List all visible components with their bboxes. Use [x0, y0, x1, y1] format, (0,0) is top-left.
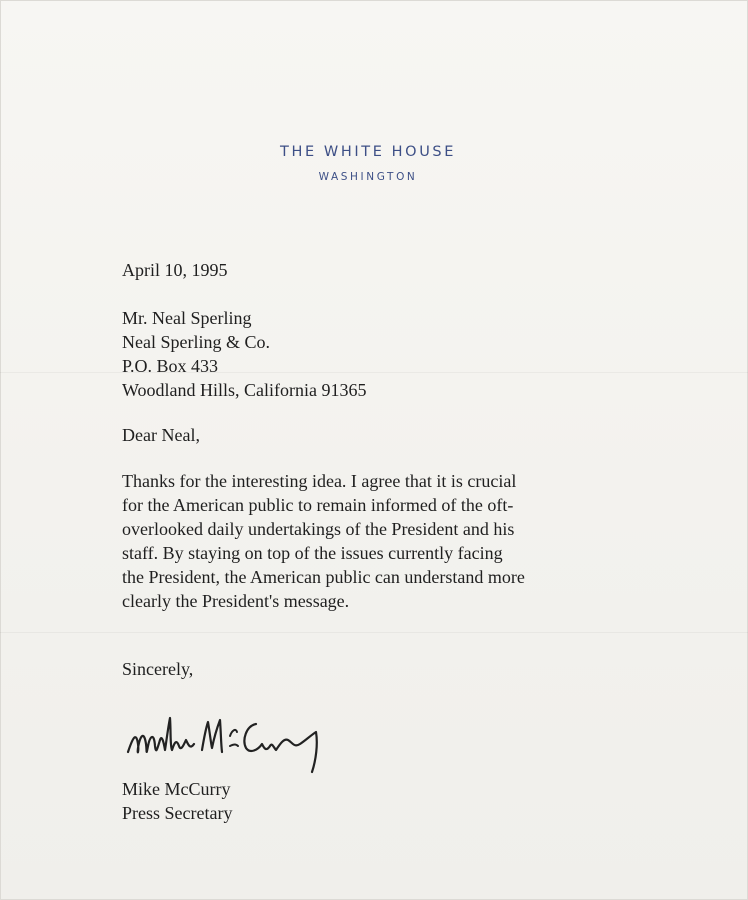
salutation: Dear Neal, — [122, 425, 200, 445]
letterhead-subtitle: WASHINGTON — [318, 171, 418, 183]
signer-name: Mike McCurry — [122, 779, 231, 799]
body-line: the President, the American public can understand more — [122, 567, 525, 587]
recipient-name: Mr. Neal Sperling — [122, 308, 252, 328]
body-line: clearly the President's message. — [122, 591, 350, 611]
recipient-city-line: Woodland Hills, California 91365 — [122, 380, 367, 400]
closing: Sincerely, — [122, 659, 194, 679]
signer-title: Press Secretary — [122, 803, 233, 823]
body-line: staff. By staying on top of the issues currently facing — [122, 543, 503, 563]
handwritten-signature — [124, 700, 334, 780]
letter-date: April 10, 1995 — [122, 260, 228, 280]
paper-fold-line — [0, 372, 748, 373]
body-line: overlooked daily undertakings of the President and his — [122, 519, 515, 539]
body-line: for the American public to remain informed of the oft- — [122, 495, 514, 515]
recipient-po-box: P.O. Box 433 — [122, 356, 219, 376]
letterhead-title: THE WHITE HOUSE — [280, 144, 456, 160]
body-line: Thanks for the interesting idea. I agree that it is crucial — [122, 471, 517, 491]
recipient-company: Neal Sperling & Co. — [122, 332, 270, 352]
paper-fold-line — [0, 632, 748, 633]
